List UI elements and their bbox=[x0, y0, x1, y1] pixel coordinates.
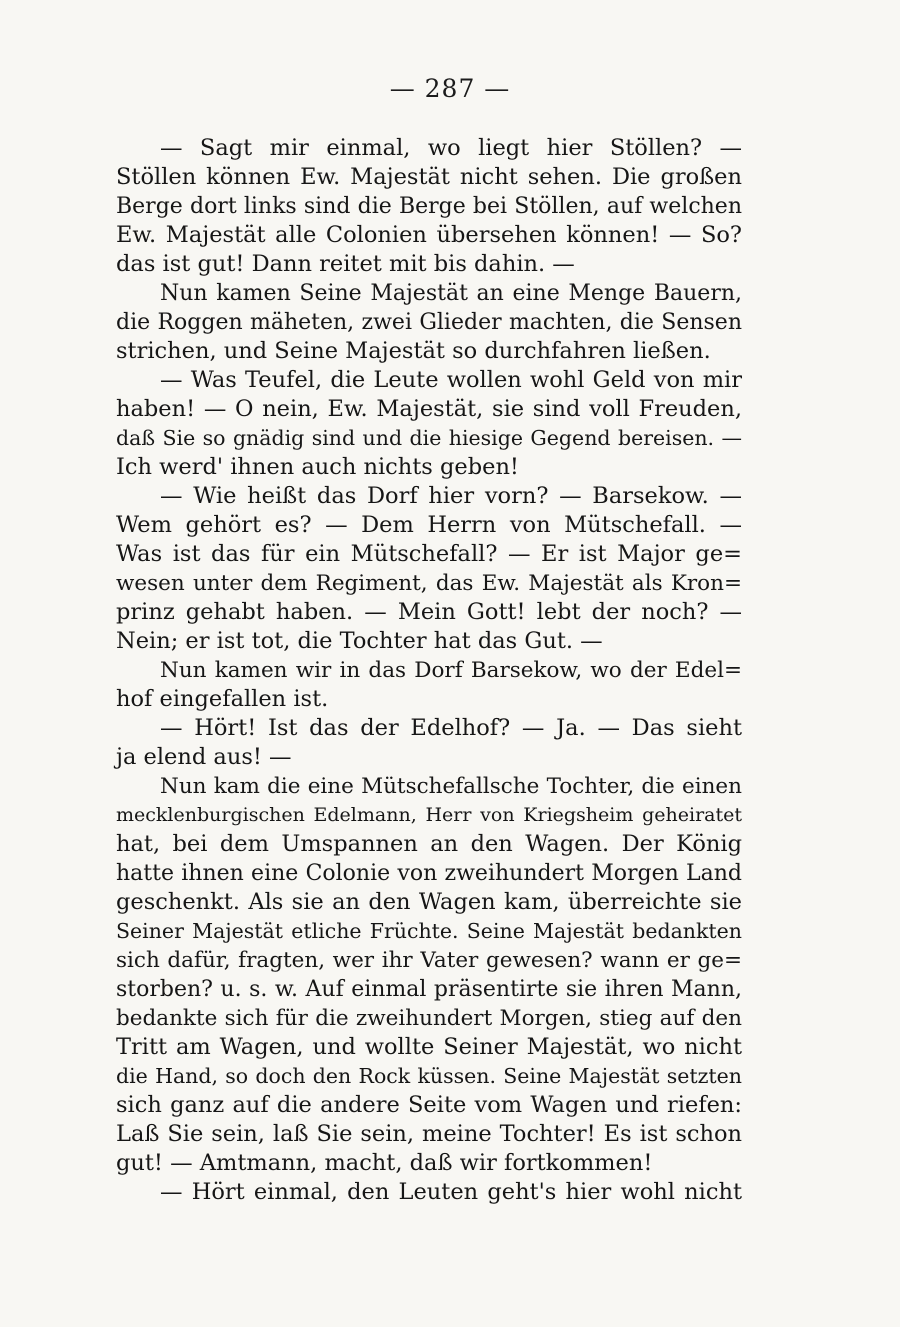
text-line: strichen, und Seine Majestät so durchfahren ließen. bbox=[116, 338, 711, 364]
text-line: — Hört einmal, den Leuten geht's hier wohl nicht bbox=[160, 1179, 742, 1205]
body-text bbox=[116, 134, 742, 1207]
text-line: Laß Sie sein, laß Sie sein, meine Tochter! Es ist schon bbox=[116, 1121, 742, 1147]
text-line: ja elend aus! — bbox=[116, 744, 292, 770]
text-line: prinz gehabt haben. — Mein Gott! lebt der noch? — bbox=[116, 599, 742, 625]
text-line: die Hand, so doch den Rock küssen. Seine Majestät setzten bbox=[116, 1064, 742, 1088]
text-line: — Hört! Ist das der Edelhof? — Ja. — Das sieht bbox=[160, 715, 742, 741]
text-line: Nun kamen Seine Majestät an eine Menge Bauern, bbox=[160, 281, 742, 306]
text-line: sich ganz auf die andere Seite vom Wagen und riefen: bbox=[116, 1092, 742, 1118]
text-line: — Was Teufel, die Leute wollen wohl Geld von mir bbox=[160, 367, 742, 393]
text-line: hof eingefallen ist. bbox=[116, 686, 329, 712]
text-line: bedankte sich für die zweihundert Morgen, stieg auf den bbox=[116, 1006, 742, 1031]
text-line: Was ist das für ein Mütschefall? — Er ist Major ge= bbox=[116, 541, 742, 567]
text-line: — Wie heißt das Dorf hier vorn? — Barsekow. — bbox=[160, 483, 742, 509]
text-line: Ew. Majestät alle Colonien übersehen können! — So? bbox=[116, 222, 742, 248]
text-line: Wem gehört es? — Dem Herrn von Mütschefall. — bbox=[116, 512, 742, 538]
text-line: Seiner Majestät etliche Früchte. Seine Majestät bedankten bbox=[116, 919, 742, 943]
text-line: daß Sie so gnädig sind und die hiesige Gegend bereisen. — bbox=[116, 426, 742, 450]
text-line: Ich werd' ihnen auch nichts geben! bbox=[116, 454, 519, 480]
text-line: hatte ihnen eine Colonie von zweihundert Morgen Land bbox=[116, 861, 742, 886]
text-line: — Sagt mir einmal, wo liegt hier Stöllen? — bbox=[160, 135, 742, 161]
text-line: gut! — Amtmann, macht, daß wir fortkommen! bbox=[116, 1150, 653, 1176]
text-line: sich dafür, fragten, wer ihr Vater gewesen? wann er ge= bbox=[116, 948, 742, 973]
text-line: hat, bei dem Umspannen an den Wagen. Der König bbox=[116, 831, 742, 857]
text-line: wesen unter dem Regiment, das Ew. Majestät als Kron= bbox=[116, 571, 742, 596]
text-line: Tritt am Wagen, und wollte Seiner Majestät, wo nicht bbox=[116, 1034, 742, 1060]
text-line: mecklenburgischen Edelmann, Herr von Kriegsheim geheiratet bbox=[116, 804, 742, 826]
page-number: — 287 — bbox=[389, 74, 511, 103]
text-line: Nein; er ist tot, die Tochter hat das Gut. — bbox=[116, 628, 603, 654]
text-line: Nun kam die eine Mütschefallsche Tochter, die einen bbox=[160, 774, 742, 799]
text-line: geschenkt. Als sie an den Wagen kam, überreichte sie bbox=[116, 889, 742, 915]
text-line: die Roggen mäheten, zwei Glieder machten, die Sensen bbox=[116, 310, 742, 335]
text-line: das ist gut! Dann reitet mit bis dahin. — bbox=[116, 251, 575, 277]
text-line: storben? u. s. w. Auf einmal präsentirte sie ihren Mann, bbox=[116, 977, 742, 1002]
text-line: Stöllen können Ew. Majestät nicht sehen. Die großen bbox=[116, 164, 742, 190]
text-line: Nun kamen wir in das Dorf Barsekow, wo der Edel= bbox=[160, 658, 742, 683]
text-line: Berge dort links sind die Berge bei Stöllen, auf welchen bbox=[116, 194, 742, 219]
text-line: haben! — O nein, Ew. Majestät, sie sind voll Freuden, bbox=[116, 396, 742, 422]
